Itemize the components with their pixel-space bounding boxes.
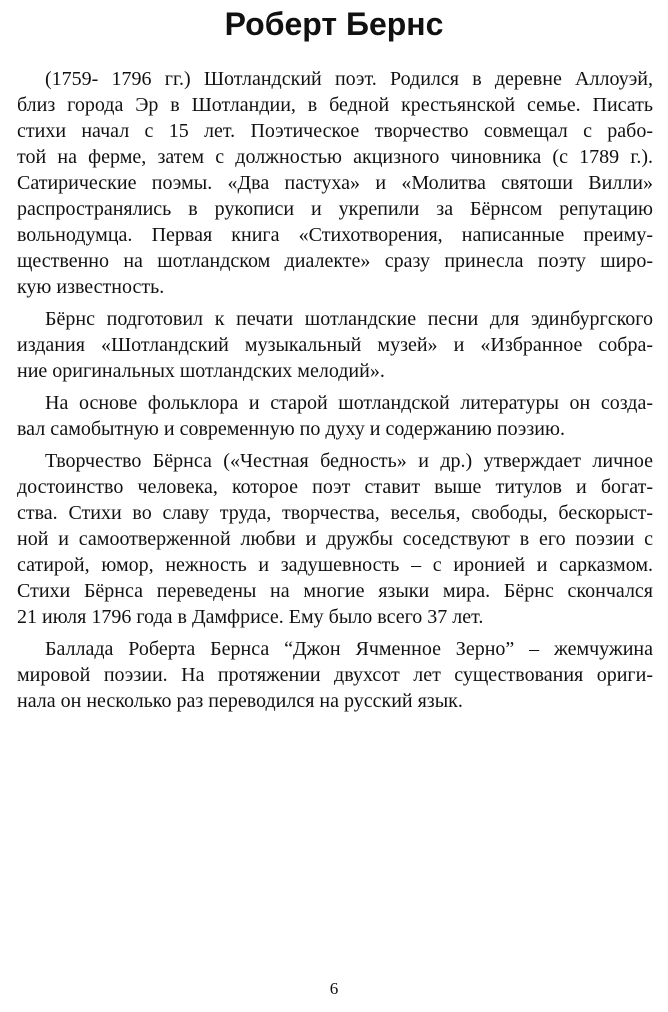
text-line: распространялись в рукописи и укрепили за Бёрнсом репутацию bbox=[17, 198, 653, 220]
paragraph bbox=[17, 66, 653, 300]
paragraph bbox=[17, 448, 653, 630]
paragraph bbox=[17, 390, 653, 442]
text-line: мировой поэзии. На протяжении двухсот лет существования ориги- bbox=[17, 664, 653, 686]
paragraph bbox=[17, 636, 653, 714]
text-line: близ города Эр в Шотландии, в бедной крестьянской семье. Писать bbox=[17, 94, 653, 116]
text-line: вольнодумца. Первая книга «Стихотворения, написанные преиму- bbox=[17, 224, 653, 246]
text-line: Бёрнс подготовил к печати шотландские песни для эдинбургского bbox=[45, 308, 653, 330]
text-line: издания «Шотландский музыкальный музей» и «Избранное собра- bbox=[17, 334, 653, 356]
text-line: (1759- 1796 гг.) Шотландский поэт. Родился в деревне Аллоуэй, bbox=[45, 68, 653, 90]
text-line: кую известность. bbox=[17, 276, 165, 298]
text-line: стихи начал с 15 лет. Поэтическое творчество совмещал с рабо- bbox=[17, 120, 653, 142]
page-number: 6 bbox=[329, 979, 339, 998]
page-title: Роберт Бернс bbox=[224, 6, 444, 42]
text-line: вал самобытную и современную по духу и содержанию поэзию. bbox=[17, 418, 565, 440]
text-line: нала он несколько раз переводился на русский язык. bbox=[17, 690, 463, 712]
text-line: ства. Стихи во славу труда, творчества, веселья, свободы, бескорыст- bbox=[17, 502, 653, 524]
text-line: Сатирические поэмы. «Два пастуха» и «Молитва святоши Вилли» bbox=[17, 172, 653, 194]
text-line: Стихи Бёрнса переведены на многие языки мира. Бёрнс скончался bbox=[17, 580, 653, 602]
text-line: Баллада Роберта Бернса “Джон Ячменное Зерно” – жемчужина bbox=[45, 638, 653, 660]
text-line: ной и самоотверженной любви и дружбы соседствуют в его поэзии с bbox=[17, 528, 653, 550]
paragraph bbox=[17, 306, 653, 384]
text-line: ние оригинальных шотландских мелодий». bbox=[17, 360, 385, 382]
body-text bbox=[17, 66, 653, 720]
text-line: достоинство человека, которое поэт ставит выше титулов и богат- bbox=[17, 476, 653, 498]
text-line: щественно на шотландском диалекте» сразу принесла поэту широ- bbox=[17, 250, 653, 272]
text-line: 21 июля 1796 года в Дамфрисе. Ему было всего 37 лет. bbox=[17, 606, 484, 628]
text-line: той на ферме, затем с должностью акцизного чиновника (с 1789 г.). bbox=[17, 146, 653, 168]
text-line: Творчество Бёрнса («Честная бедность» и др.) утверждает личное bbox=[45, 450, 653, 472]
text-line: сатирой, юмор, нежность и задушевность – с иронией и сарказмом. bbox=[17, 554, 653, 576]
text-line: На основе фольклора и старой шотландской литературы он созда- bbox=[45, 392, 653, 414]
